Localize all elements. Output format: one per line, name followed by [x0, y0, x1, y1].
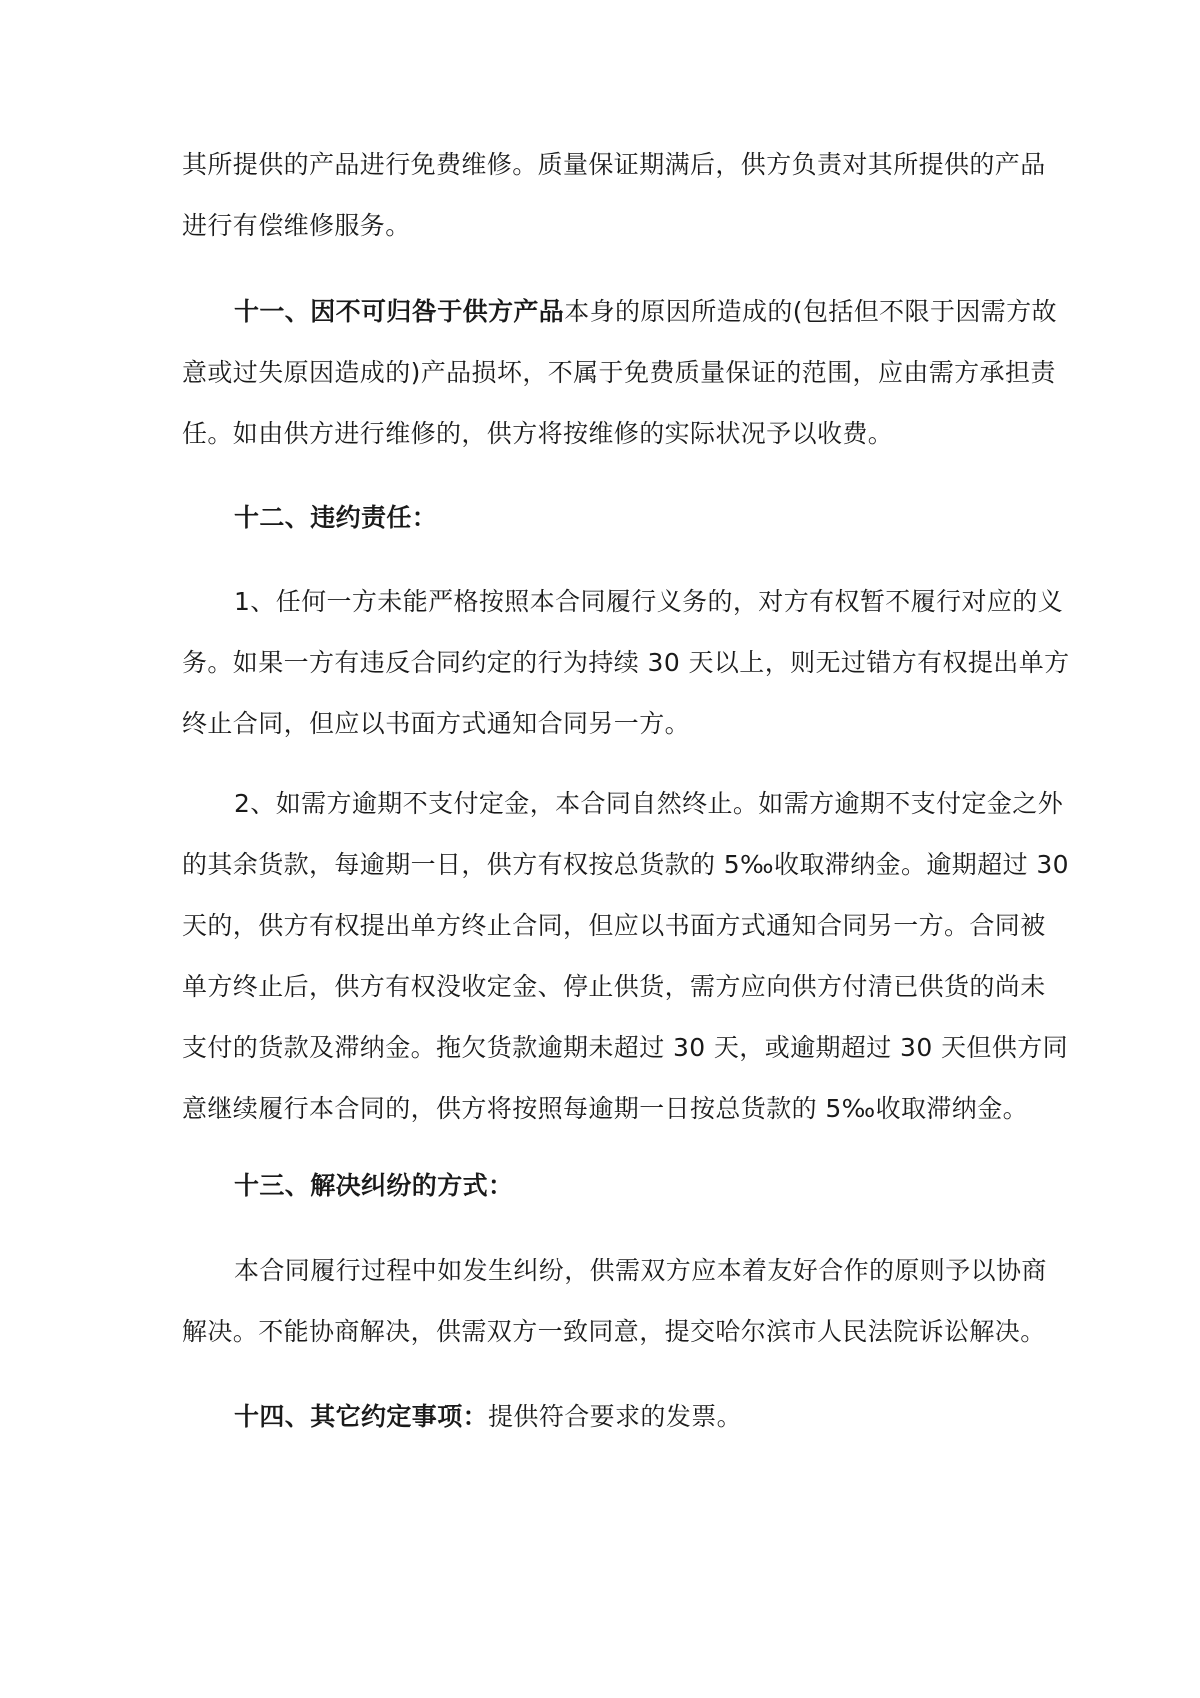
clause-14-text: 提供符合要求的发票。	[488, 1402, 743, 1431]
text-line: 支付的货款及滞纳金。拖欠货款逾期未超过 30 天，或逾期超过 30 天但供方同	[182, 1033, 1069, 1062]
text-line: 解决。不能协商解决，供需双方一致同意，提交哈尔滨市人民法院诉讼解决。	[182, 1317, 1046, 1346]
text-line: 其所提供的产品进行免费维修。质量保证期满后，供方负责对其所提供的产品	[182, 150, 1046, 179]
text-line: 进行有偿维修服务。	[182, 211, 411, 240]
text-line: 任。如由供方进行维修的，供方将按维修的实际状况予以收费。	[182, 419, 894, 448]
clause-13-heading: 十三、解决纠纷的方式：	[234, 1171, 514, 1200]
text-line: 终止合同，但应以书面方式通知合同另一方。	[182, 709, 691, 738]
clause-13-text	[182, 1240, 1047, 1362]
paragraph-warranty-end	[182, 134, 1046, 256]
clause-12-item-1	[182, 571, 1070, 754]
clause-14-heading: 十四、其它约定事项：	[234, 1402, 489, 1431]
text-line: 1、任何一方未能严格按照本合同履行义务的，对方有权暂不履行对应的义	[234, 587, 1064, 616]
clause-12-heading-block	[182, 487, 1022, 548]
clause-13-heading-block	[182, 1155, 1022, 1216]
clause-12-heading: 十二、违约责任：	[234, 503, 438, 532]
text-line: 务。如果一方有违反合同约定的行为持续 30 天以上，则无过错方有权提出单方	[182, 648, 1070, 677]
clause-14	[182, 1386, 1022, 1447]
text-line	[182, 1386, 1022, 1447]
text-line: 单方终止后，供方有权没收定金、停止供货，需方应向供方付清已供货的尚未	[182, 972, 1046, 1001]
text-line: 意或过失原因造成的)产品损坏，不属于免费质量保证的范围，应由需方承担责	[182, 358, 1056, 387]
text-line: 意继续履行本合同的，供方将按照每逾期一日按总货款的 5‰收取滞纳金。	[182, 1094, 1029, 1123]
clause-11	[182, 281, 1057, 464]
text-line	[182, 281, 1057, 342]
text-line: 的其余货款，每逾期一日，供方有权按总货款的 5‰收取滞纳金。逾期超过 30	[182, 850, 1069, 879]
text-line: 本合同履行过程中如发生纠纷，供需双方应本着友好合作的原则予以协商	[234, 1256, 1047, 1285]
text-line: 天的，供方有权提出单方终止合同，但应以书面方式通知合同另一方。合同被	[182, 911, 1046, 940]
clause-11-text: 本身的原因所造成的(包括但不限于因需方故	[564, 297, 1057, 326]
text-line: 2、如需方逾期不支付定金，本合同自然终止。如需方逾期不支付定金之外	[234, 789, 1064, 818]
clause-11-heading: 十一、因不可归咎于供方产品	[234, 297, 565, 326]
clause-12-item-2	[182, 773, 1069, 1139]
